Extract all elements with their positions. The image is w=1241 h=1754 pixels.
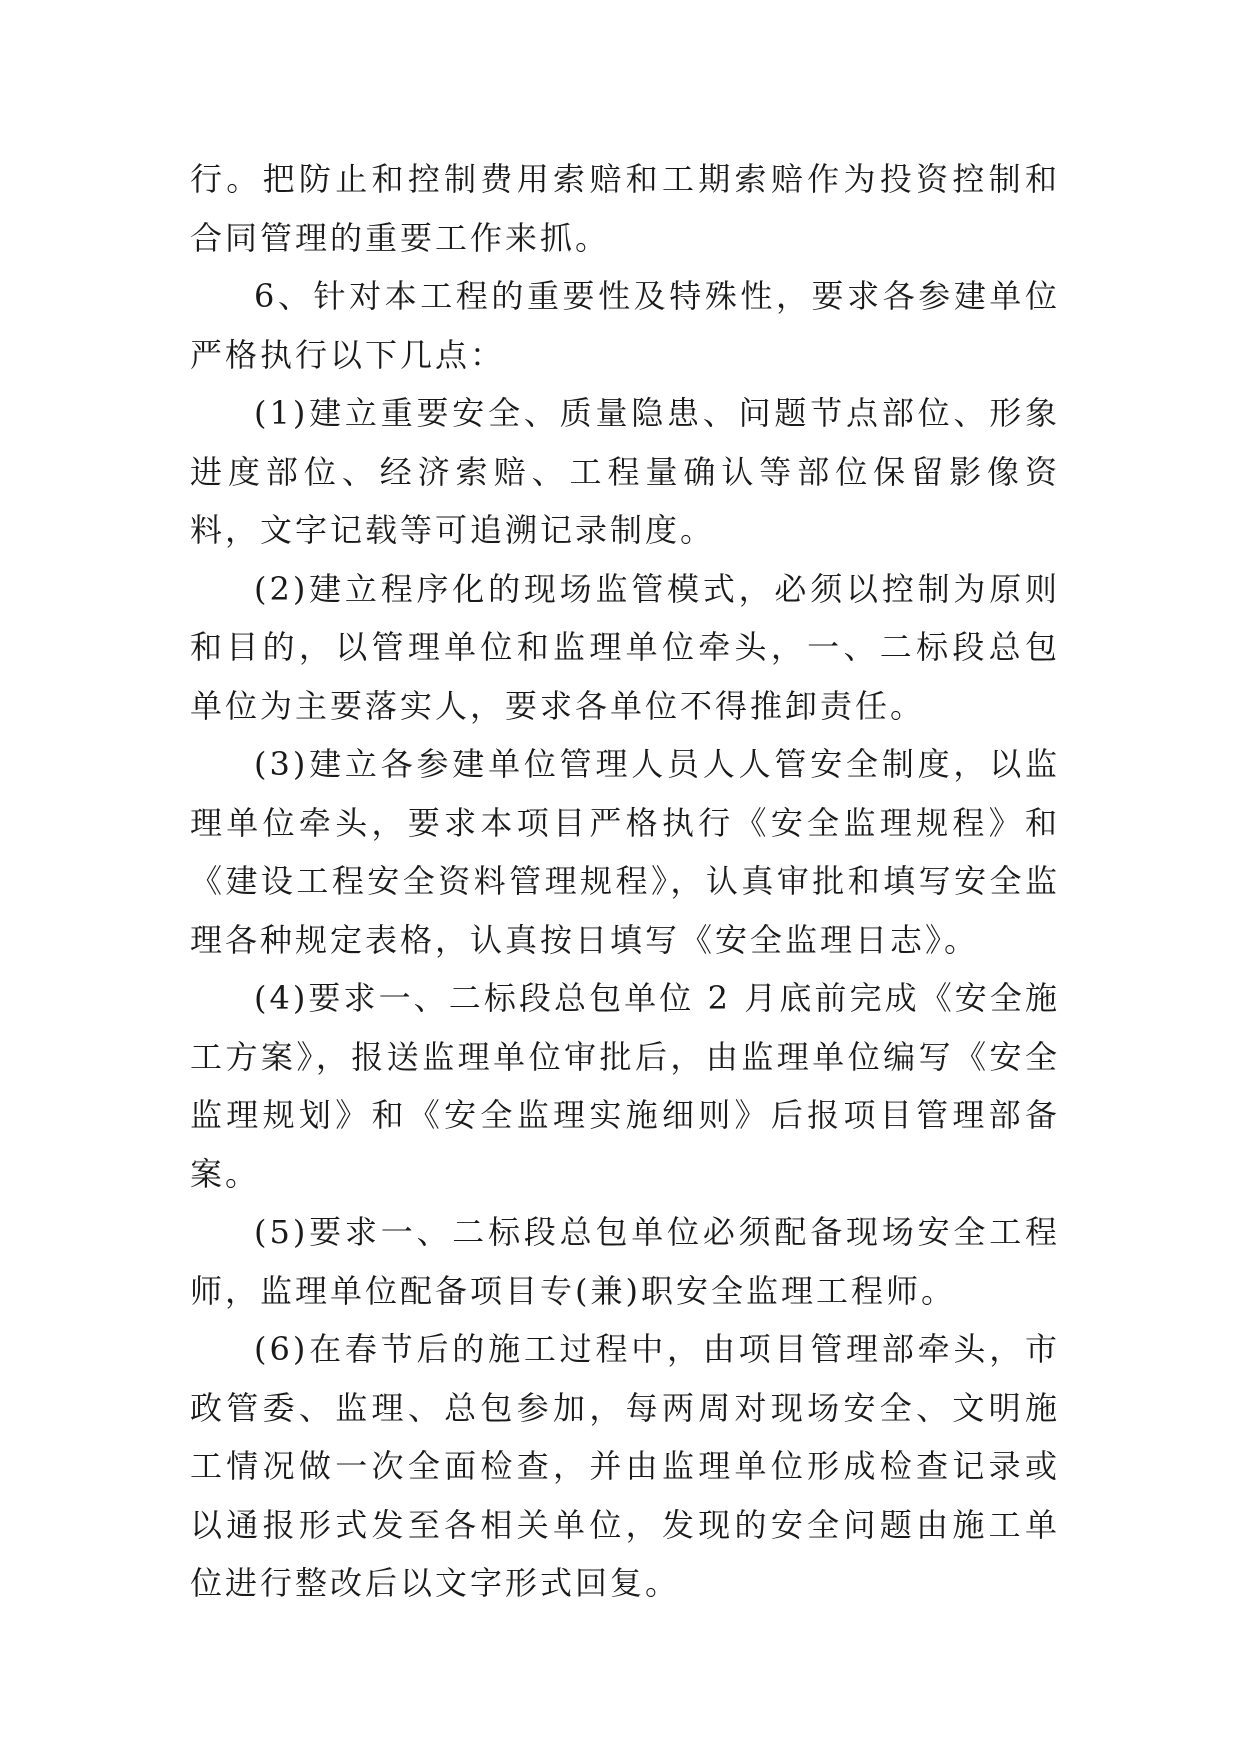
- paragraph-subitem-6: (6)在春节后的施工过程中，由项目管理部牵头，市政管委、监理、总包参加，每两周对现场安全、文明施工情况做一次全面检查，并由监理单位形成检查记录或以通报形式发至各相关单位，发现的安全问题由施工单位进行整改后以文字形式回复。: [190, 1330, 1060, 1602]
- paragraph-continuation: 行。把防止和控制费用索赔和工期索赔作为投资控制和合同管理的重要工作来抓。: [190, 160, 1060, 257]
- paragraph-subitem-1: (1)建立重要安全、质量隐患、问题节点部位、形象进度部位、经济索赔、工程量确认等部位保留影像资料，文字记载等可追溯记录制度。: [190, 394, 1060, 549]
- paragraph-subitem-2: (2)建立程序化的现场监管模式，必须以控制为原则和目的，以管理单位和监理单位牵头，一、二标段总包单位为主要落实人，要求各单位不得推卸责任。: [190, 569, 1060, 725]
- paragraph-subitem-5: (5)要求一、二标段总包单位必须配备现场安全工程师，监理单位配备项目专(兼)职安全监理工程师。: [190, 1213, 1060, 1310]
- paragraph-item-6: 6、针对本工程的重要性及特殊性，要求各参建单位严格执行以下几点：: [190, 277, 1060, 374]
- paragraph-subitem-4: (4)要求一、二标段总包单位 2 月底前完成《安全施工方案》，报送监理单位审批后，由监理单位编写《安全监理规划》和《安全监理实施细则》后报项目管理部备案。: [190, 979, 1060, 1193]
- paragraph-subitem-3: (3)建立各参建单位管理人员人人管安全制度，以监理单位牵头，要求本项目严格执行《安全监理规程》和《建设工程安全资料管理规程》，认真审批和填写安全监理各种规定表格，认真按日填写《安全监理日志》。: [190, 745, 1060, 959]
- document-body: [190, 150, 1060, 1613]
